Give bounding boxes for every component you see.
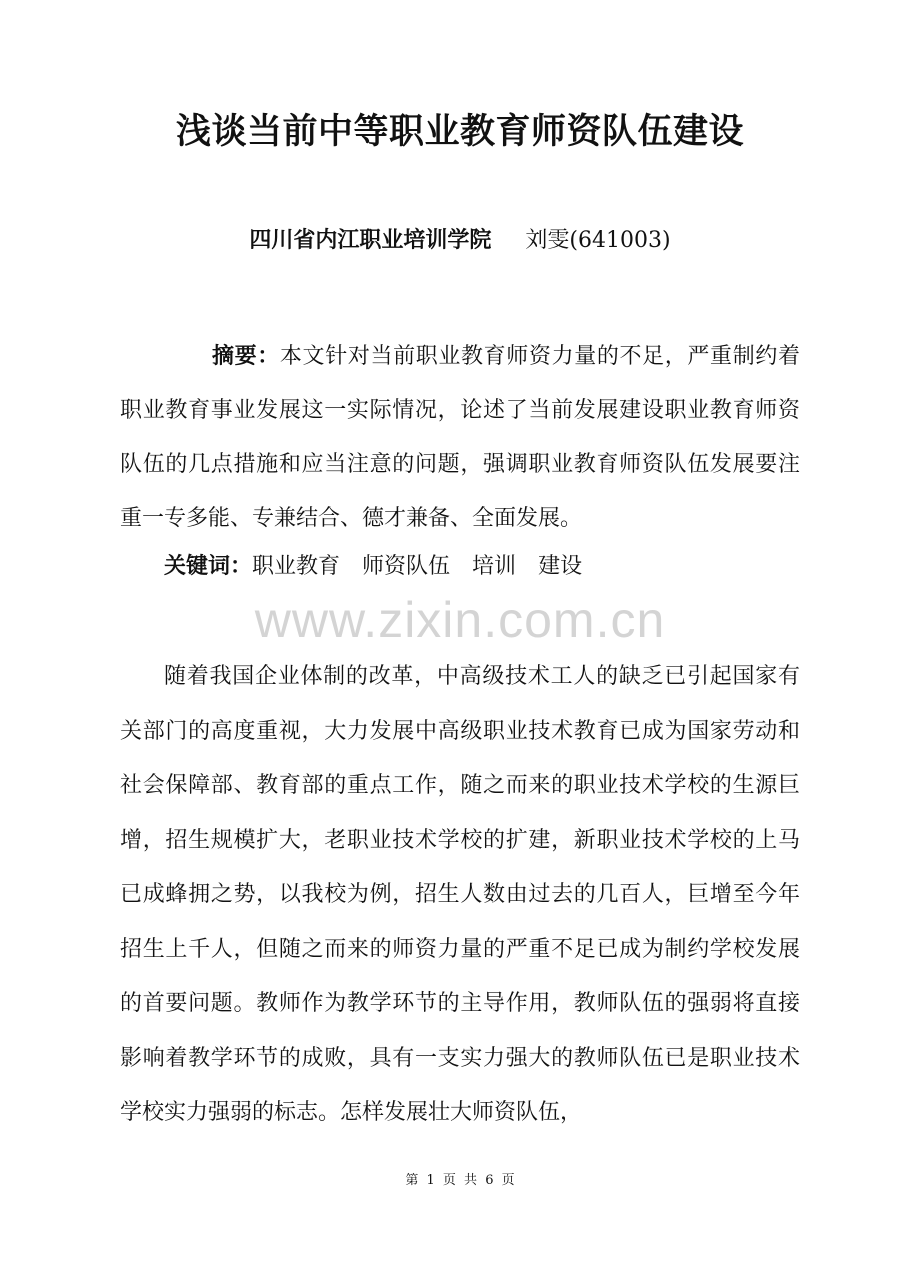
watermark: www.zixin.com.cn xyxy=(254,592,666,648)
page-footer: 第 1 页 共 6 页 xyxy=(405,1173,515,1188)
keyword: 建设 xyxy=(538,554,583,579)
abstract-text: 本文针对当前职业教育师资力量的不足，严重制约着职业教育事业发展这一实际情况，论述了当前发展建设职业教育师资队伍的几点措施和应当注意的问题，强调职业教育师资队伍发展要注重一专多能、专兼结合、德才兼备、全面发展。 xyxy=(120,344,800,531)
keywords-line xyxy=(164,546,582,587)
keywords-label: 关键词： xyxy=(164,553,253,579)
abstract-paragraph xyxy=(120,329,800,546)
affiliation: 四川省内江职业培训学院 xyxy=(249,227,492,253)
keyword: 职业教育 xyxy=(252,554,341,579)
document-title: 浅谈当前中等职业教育师资队伍建设 xyxy=(175,112,744,152)
abstract-label: 摘要： xyxy=(212,343,280,369)
body-paragraph: 随着我国企业体制的改革，中高级技术工人的缺乏已引起国家有关部门的高度重视，大力发展中高级职业技术教育已成为国家劳动和社会保障部、教育部的重点工作，随之而来的职业技术学校的生源巨增，招生规模扩大，老职业技术学校的扩建，新职业技术学校的上马已成蜂拥之势，以我校为例，招生人数由过去的几百人，巨增至今年招生上千人，但随之而来的师资力量的严重不足已成为制约学校发展的首要问题。教师作为教学环节的主导作用，教师队伍的强弱将直接影响着教学环节的成败，具有一支实力强大的教师队伍已是职业技术学校实力强弱的标志。怎样发展壮大师资队伍， xyxy=(120,664,800,1125)
author-name: 刘雯(641003) xyxy=(525,228,671,253)
keyword: 师资队伍 xyxy=(362,554,451,579)
author-line xyxy=(0,222,920,259)
keyword: 培训 xyxy=(472,554,517,579)
